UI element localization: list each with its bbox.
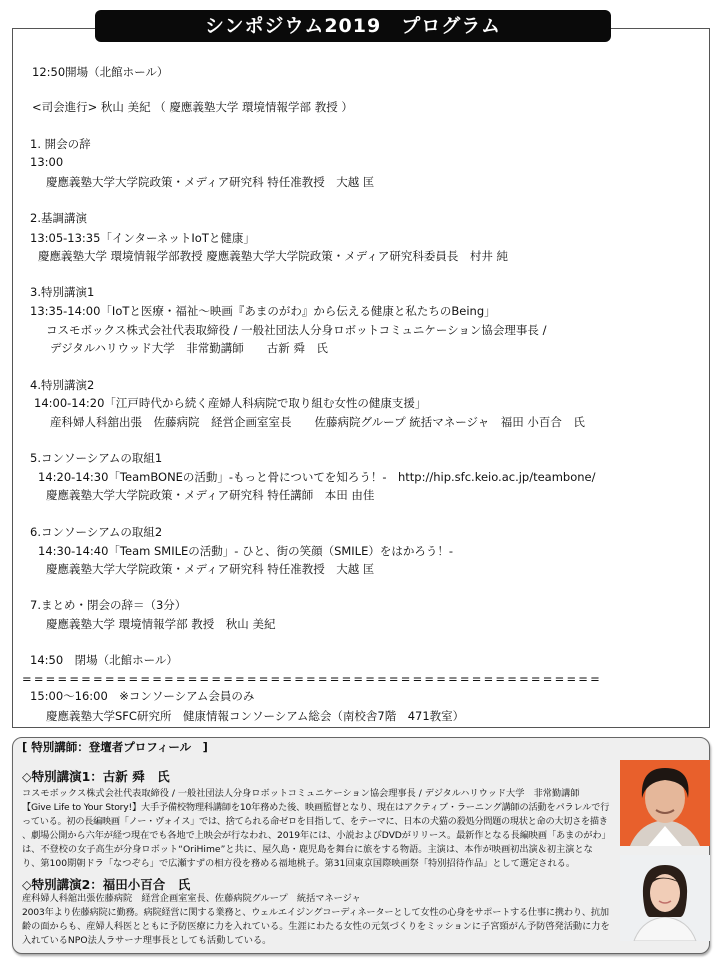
program-line: 14:30-14:40「Team SMILEの活動」- ひと、街の笑顔（SMILE）をはかろう！- xyxy=(38,544,454,558)
speaker-bio-line: 【Give Life to Your Story!】大手予備校物理科講師を10年務めた後、映画監督となり、現在はアクティブ・ラーニング講師の活動をパラレルで行 xyxy=(22,802,610,813)
program-line: 15:00～16:00 ※コンソーシアム会員のみ xyxy=(30,689,255,703)
speaker-2-photo xyxy=(620,855,710,941)
speaker-bio-line: は、不登校の女子高生が分身ロボット“OriHime”と共に、屋久島・鹿児島を舞台に旅をする物語。主演は、本作が映画初出演＆初主演とな xyxy=(22,844,593,855)
program-line: 14:50 閉場（北館ホール） xyxy=(30,653,178,667)
program-line: 産科婦人科舘出張 佐藤病院 経営企画室室長 佐藤病院グループ 統括マネージャ 福田 小百合 氏 xyxy=(50,415,585,429)
program-line: 慶應義塾大学 環境情報学部教授 慶應義塾大学大学院政策・メディア研究科委員長 村井 純 xyxy=(38,249,509,263)
program-line: <司会進行> 秋山 美紀 （ 慶應義塾大学 環境情報学部 教授 ） xyxy=(32,100,353,114)
program-line: 2.基調講演 xyxy=(30,211,87,225)
speaker-bio-line: り、第100期朝ドラ「なつぞら」で広瀬すずの相方役を務める福地桃子。第31回東京国際映画祭「特別招待作品」として選定される。 xyxy=(22,858,576,869)
speaker-bio-line: 入れているNPO法人ラサーナ理事長としても活動している。 xyxy=(22,935,272,946)
program-line: 慶應義塾大学SFC研究所 健康情報コンソーシアム総会（南校舎7階 471教室） xyxy=(46,709,465,723)
profile-heading: [ 特別講師：登壇者プロフィール ] xyxy=(22,740,208,754)
speaker-1-photo xyxy=(620,760,710,846)
program-line: 13:05-13:35「インターネットIoTと健康」 xyxy=(30,231,255,245)
speaker-name: ◇特別講演1：古新 舜 氏 xyxy=(22,769,170,784)
speaker-bio-line: っている。初の長編映画「ノー・ヴォイス」では、捨てられる命ゼロを目指して、をテーマに、日本の犬猫の殺処分問題の現状と命の大切さを描き xyxy=(22,816,608,827)
program-line: 3.特別講演1 xyxy=(30,285,95,299)
program-line: コスモボックス株式会社代表取締役 / 一般社団法人分身ロボットコミュニケーション協会理事長 / xyxy=(46,323,547,337)
program-line: 慶應義塾大学大学院政策・メディア研究科 特任准教授 大越 匡 xyxy=(46,175,375,189)
speaker-name: ◇特別講演2：福田小百合 氏 xyxy=(22,877,191,892)
program-line: 7.まとめ・閉会の辞＝（3分） xyxy=(30,598,187,612)
program-line: 1. 開会の辞 xyxy=(30,137,91,151)
separator-line: ================================================= xyxy=(22,672,602,686)
program-line: 慶應義塾大学大学院政策・メディア研究科 特任准教授 大越 匡 xyxy=(46,562,375,576)
program-line: 13:00 xyxy=(30,155,64,169)
program-line: 慶應義塾大学 環境情報学部 教授 秋山 美紀 xyxy=(46,617,276,631)
program-line: 5.コンソーシアムの取組1 xyxy=(30,451,163,465)
page-title: シンポジウム2019 プログラム xyxy=(95,10,611,42)
program-line: 6.コンソーシアムの取組2 xyxy=(30,525,163,539)
speaker-bio-line: 齢の面からも、産婦人科医とともに予防医療に力を入れている。生涯にわたる女性の元気づくりをミッションに子宮頸がん予防啓発活動に力を xyxy=(22,921,610,932)
program-line: 12:50開場（北館ホール） xyxy=(32,65,169,79)
speaker-affiliation: コスモボックス株式会社代表取締役 / 一般社団法人分身ロボットコミュニケーション協会理事長 / デジタルハリウッド大学 非常勤講師 xyxy=(22,788,580,799)
program-line: 慶應義塾大学大学院政策・メディア研究科 特任講師 本田 由佳 xyxy=(46,488,375,502)
program-line: 4.特別講演2 xyxy=(30,378,95,392)
speaker-bio-line: 、劇場公開から六年が経つ現在でも各地で上映会が行なわれ、2019年には、小説およびDVDがリリース。最新作となる長編映画「あまのがわ」 xyxy=(22,830,611,841)
program-line: 13:35-14:00「IoTと医療・福祉～映画『あまのがわ』から伝える健康と私たちのBeing」 xyxy=(30,304,496,318)
program-line: 14:20-14:30「TeamBONEの活動」-もっと骨についてを知ろう！- http://hip.sfc.keio.ac.jp/teambone/ xyxy=(38,470,596,484)
program-line: デジタルハリウッド大学 非常勤講師 古新 舜 氏 xyxy=(50,341,328,355)
speaker-bio-line: 2003年より佐藤病院に勤務。病院経営に関する業務と、ウェルエイジングコーディネーターとして女性の心身をサポートする仕事に携わり、抗加 xyxy=(22,907,609,918)
program-line: 14:00-14:20「江戸時代から続く産婦人科病院で取り組む女性の健康支援」 xyxy=(34,396,427,410)
speaker-affiliation: 産科婦人科舘出張佐藤病院 経営企画室室長、佐藤病院グループ 統括マネージャ xyxy=(22,893,361,904)
